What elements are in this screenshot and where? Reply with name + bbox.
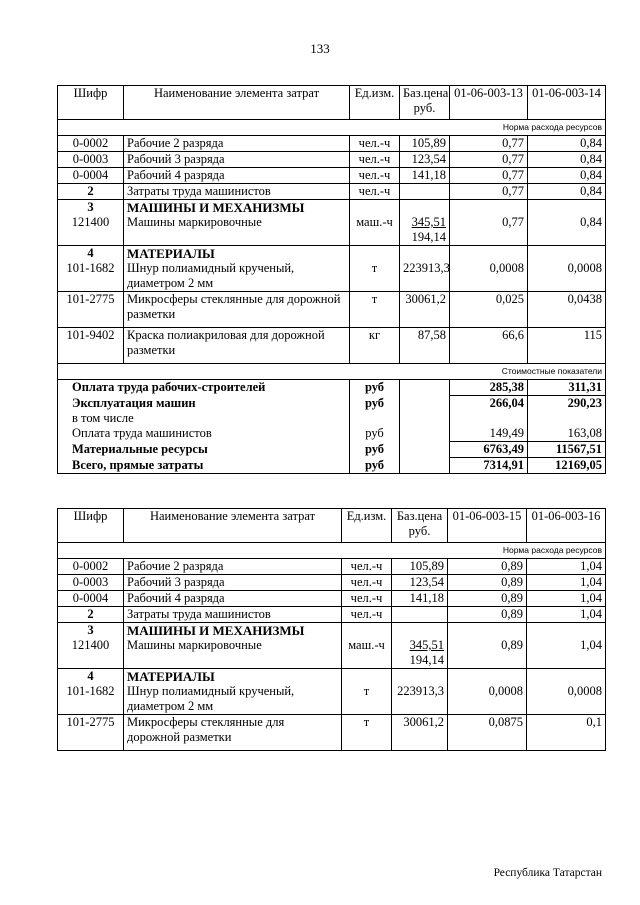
header-col1: 01-06-003-13	[450, 86, 528, 120]
summary-row	[58, 458, 606, 474]
row-value-2: 0,84	[528, 152, 606, 168]
summary-value-2: 311,31	[528, 380, 606, 396]
row-price: 105,89	[400, 136, 450, 152]
row-price	[400, 200, 450, 246]
section-number: 4	[87, 669, 94, 683]
row-unit	[350, 246, 400, 292]
row-value-1	[448, 623, 527, 669]
row-value-2: 1,04	[527, 591, 606, 607]
row-unit: чел.-ч	[342, 607, 392, 623]
header-code: Шифр	[58, 86, 124, 120]
header-name: Наименование элемента затрат	[124, 86, 350, 120]
resource-table-1	[57, 85, 606, 474]
section-title: МАШИНЫ И МЕХАНИЗМЫ	[127, 623, 305, 638]
row-unit	[350, 200, 400, 246]
machine-code: 121400	[71, 215, 110, 229]
table-row	[58, 328, 606, 364]
material-name: Шнур полиамидный крученый, диаметром 2 мм	[127, 261, 295, 290]
row-value-1	[450, 200, 528, 246]
summary-value-1	[450, 411, 528, 426]
row-value-1: 0,025	[450, 292, 528, 328]
section-name	[124, 246, 350, 292]
section-name	[124, 623, 342, 669]
section-code	[58, 200, 124, 246]
norm-row	[58, 543, 606, 559]
summary-unit	[350, 411, 400, 426]
table-header-row	[58, 509, 606, 543]
table-row	[58, 715, 606, 751]
table-row	[58, 136, 606, 152]
machine-price-top: 345,51	[411, 215, 446, 229]
row-name: Краска полиакриловая для дорожной разметки	[124, 328, 350, 364]
summary-unit: руб	[350, 396, 400, 412]
row-name: Рабочий 4 разряда	[124, 168, 350, 184]
header-unit: Ед.изм.	[350, 86, 400, 120]
row-code: 2	[58, 607, 124, 623]
summary-row	[58, 411, 606, 426]
row-price: 30061,2	[392, 715, 448, 751]
table-row	[58, 152, 606, 168]
footer-region: Республика Татарстан	[493, 867, 602, 879]
header-unit: Ед.изм.	[342, 509, 392, 543]
summary-value-2: 290,23	[528, 396, 606, 412]
section-code	[58, 246, 124, 292]
row-value-1: 66,6	[450, 328, 528, 364]
row-value-2: 0,84	[528, 136, 606, 152]
row-name: Рабочие 2 разряда	[124, 136, 350, 152]
materials-section-row	[58, 246, 606, 292]
table-row	[58, 292, 606, 328]
row-unit: чел.-ч	[350, 136, 400, 152]
row-value-1: 0,77	[450, 184, 528, 200]
row-value-1: 0,77	[450, 136, 528, 152]
machine-unit: маш.-ч	[348, 638, 385, 652]
row-name: Микросферы стеклянные для дорожной разметки	[124, 292, 350, 328]
row-value-2: 0,1	[527, 715, 606, 751]
table-row	[58, 607, 606, 623]
norm-row	[58, 120, 606, 136]
row-name: Рабочий 3 разряда	[124, 152, 350, 168]
norm-label: Норма расхода ресурсов	[58, 120, 606, 136]
row-unit: т	[350, 292, 400, 328]
row-value-2: 1,04	[527, 559, 606, 575]
summary-price	[400, 396, 450, 412]
section-number: 3	[87, 623, 94, 637]
row-code: 0-0004	[58, 591, 124, 607]
table-header-row	[58, 86, 606, 120]
row-value-2	[527, 669, 606, 715]
summary-row	[58, 426, 606, 442]
section-title: МАТЕРИАЛЫ	[127, 246, 215, 261]
material-code: 101-1682	[66, 684, 115, 698]
machines-section-row	[58, 623, 606, 669]
row-name: Рабочий 3 разряда	[124, 575, 342, 591]
row-value-2	[528, 246, 606, 292]
table-row	[58, 559, 606, 575]
row-price: 105,89	[392, 559, 448, 575]
row-price	[400, 246, 450, 292]
machine-price-bottom: 194,14	[411, 230, 446, 244]
section-name	[124, 669, 342, 715]
table-row	[58, 168, 606, 184]
summary-value-2: 12169,05	[528, 458, 606, 474]
summary-unit: руб	[350, 458, 400, 474]
summary-value-2	[528, 411, 606, 426]
material-value-2: 0,0008	[567, 261, 602, 275]
summary-price	[400, 411, 450, 426]
row-name: Микросферы стеклянные для дорожной разметки	[124, 715, 342, 751]
row-unit: т	[342, 715, 392, 751]
summary-value-2: 11567,51	[528, 442, 606, 458]
summary-value-1: 266,04	[450, 396, 528, 412]
row-code: 0-0002	[58, 136, 124, 152]
header-col1: 01-06-003-15	[448, 509, 527, 543]
table-row	[58, 591, 606, 607]
row-value-2	[527, 623, 606, 669]
norm-label: Норма расхода ресурсов	[58, 543, 606, 559]
section-title: МАШИНЫ И МЕХАНИЗМЫ	[127, 200, 305, 215]
summary-price	[400, 442, 450, 458]
summary-row	[58, 396, 606, 412]
row-unit	[342, 669, 392, 715]
summary-value-1: 7314,91	[450, 458, 528, 474]
summary-unit: руб	[350, 380, 400, 396]
material-value-2: 0,0008	[567, 684, 602, 698]
row-price: 123,54	[400, 152, 450, 168]
header-name: Наименование элемента затрат	[124, 509, 342, 543]
summary-label: Всего, прямые затраты	[58, 458, 350, 474]
summary-value-1: 149,49	[450, 426, 528, 442]
machine-value-1: 0,77	[502, 215, 524, 229]
row-price: 123,54	[392, 575, 448, 591]
cost-indicators-row	[58, 364, 606, 380]
row-name: Затраты труда машинистов	[124, 607, 342, 623]
summary-label: Материальные ресурсы	[58, 442, 350, 458]
row-name: Рабочие 2 разряда	[124, 559, 342, 575]
machine-price-top: 345,51	[409, 638, 444, 652]
row-code: 101-2775	[58, 715, 124, 751]
section-code	[58, 623, 124, 669]
resource-table-2	[57, 508, 606, 751]
row-code: 0-0004	[58, 168, 124, 184]
machine-price-bottom: 194,14	[409, 653, 444, 667]
summary-unit: руб	[350, 442, 400, 458]
material-value-1: 0,0008	[488, 684, 523, 698]
row-value-2: 0,0438	[528, 292, 606, 328]
section-code	[58, 669, 124, 715]
row-value-2: 115	[528, 328, 606, 364]
row-value-1: 0,89	[448, 559, 527, 575]
row-value-2: 0,84	[528, 168, 606, 184]
row-price	[400, 184, 450, 200]
row-code: 0-0003	[58, 575, 124, 591]
row-code: 2	[58, 184, 124, 200]
row-price: 30061,2	[400, 292, 450, 328]
section-number: 4	[87, 246, 94, 260]
machine-code: 121400	[71, 638, 110, 652]
row-unit: чел.-ч	[342, 575, 392, 591]
cost-indicators-label: Стоимостные показатели	[58, 364, 606, 380]
row-code: 0-0003	[58, 152, 124, 168]
machine-unit: маш.-ч	[356, 215, 393, 229]
row-value-2: 0,84	[528, 184, 606, 200]
material-price: 223913,3	[403, 261, 450, 275]
row-code: 101-2775	[58, 292, 124, 328]
summary-price	[400, 458, 450, 474]
row-price	[392, 623, 448, 669]
material-price: 223913,3	[397, 684, 444, 698]
row-unit: чел.-ч	[350, 184, 400, 200]
summary-label: Оплата труда рабочих-строителей	[58, 380, 350, 396]
summary-row	[58, 442, 606, 458]
machine-value-2: 1,04	[580, 638, 602, 652]
row-price: 141,18	[400, 168, 450, 184]
row-unit: чел.-ч	[342, 591, 392, 607]
summary-value-2: 163,08	[528, 426, 606, 442]
machine-value-1: 0,89	[501, 638, 523, 652]
material-name: Шнур полиамидный крученый, диаметром 2 мм	[127, 684, 295, 713]
material-code: 101-1682	[66, 261, 115, 275]
row-value-1: 0,89	[448, 591, 527, 607]
material-value-1: 0,0008	[489, 261, 524, 275]
summary-unit: руб	[350, 426, 400, 442]
section-name	[124, 200, 350, 246]
row-value-1	[448, 669, 527, 715]
summary-value-1: 285,38	[450, 380, 528, 396]
row-unit: чел.-ч	[342, 559, 392, 575]
table-row	[58, 184, 606, 200]
summary-value-1: 6763,49	[450, 442, 528, 458]
materials-section-row	[58, 669, 606, 715]
row-unit: кг	[350, 328, 400, 364]
header-code: Шифр	[58, 509, 124, 543]
material-unit: т	[363, 684, 370, 698]
summary-price	[400, 426, 450, 442]
row-unit	[342, 623, 392, 669]
row-unit: чел.-ч	[350, 168, 400, 184]
row-code: 101-9402	[58, 328, 124, 364]
machine-value-2: 0,84	[580, 215, 602, 229]
table-row	[58, 575, 606, 591]
row-value-1: 0,77	[450, 168, 528, 184]
row-name: Затраты труда машинистов	[124, 184, 350, 200]
header-price: Баз.цена руб.	[400, 86, 450, 120]
row-value-2	[528, 200, 606, 246]
summary-price	[400, 380, 450, 396]
row-value-1: 0,0875	[448, 715, 527, 751]
row-value-2: 1,04	[527, 575, 606, 591]
machine-name: Машины маркировочные	[127, 215, 262, 229]
row-unit: чел.-ч	[350, 152, 400, 168]
machine-name: Машины маркировочные	[127, 638, 262, 652]
row-price: 141,18	[392, 591, 448, 607]
row-value-1: 0,89	[448, 607, 527, 623]
section-number: 3	[87, 200, 94, 214]
header-col2: 01-06-003-16	[527, 509, 606, 543]
row-price	[392, 669, 448, 715]
summary-label: в том числе	[58, 411, 350, 426]
row-name: Рабочий 4 разряда	[124, 591, 342, 607]
header-price: Баз.цена руб.	[392, 509, 448, 543]
summary-row	[58, 380, 606, 396]
row-price	[392, 607, 448, 623]
row-value-1: 0,89	[448, 575, 527, 591]
summary-label: Эксплуатация машин	[58, 396, 350, 412]
machines-section-row	[58, 200, 606, 246]
header-col2: 01-06-003-14	[528, 86, 606, 120]
row-value-1	[450, 246, 528, 292]
summary-label: Оплата труда машинистов	[58, 426, 350, 442]
row-value-1: 0,77	[450, 152, 528, 168]
row-value-2: 1,04	[527, 607, 606, 623]
section-title: МАТЕРИАЛЫ	[127, 669, 215, 684]
row-code: 0-0002	[58, 559, 124, 575]
row-price: 87,58	[400, 328, 450, 364]
page-number: 133	[310, 41, 330, 56]
material-unit: т	[371, 261, 378, 275]
